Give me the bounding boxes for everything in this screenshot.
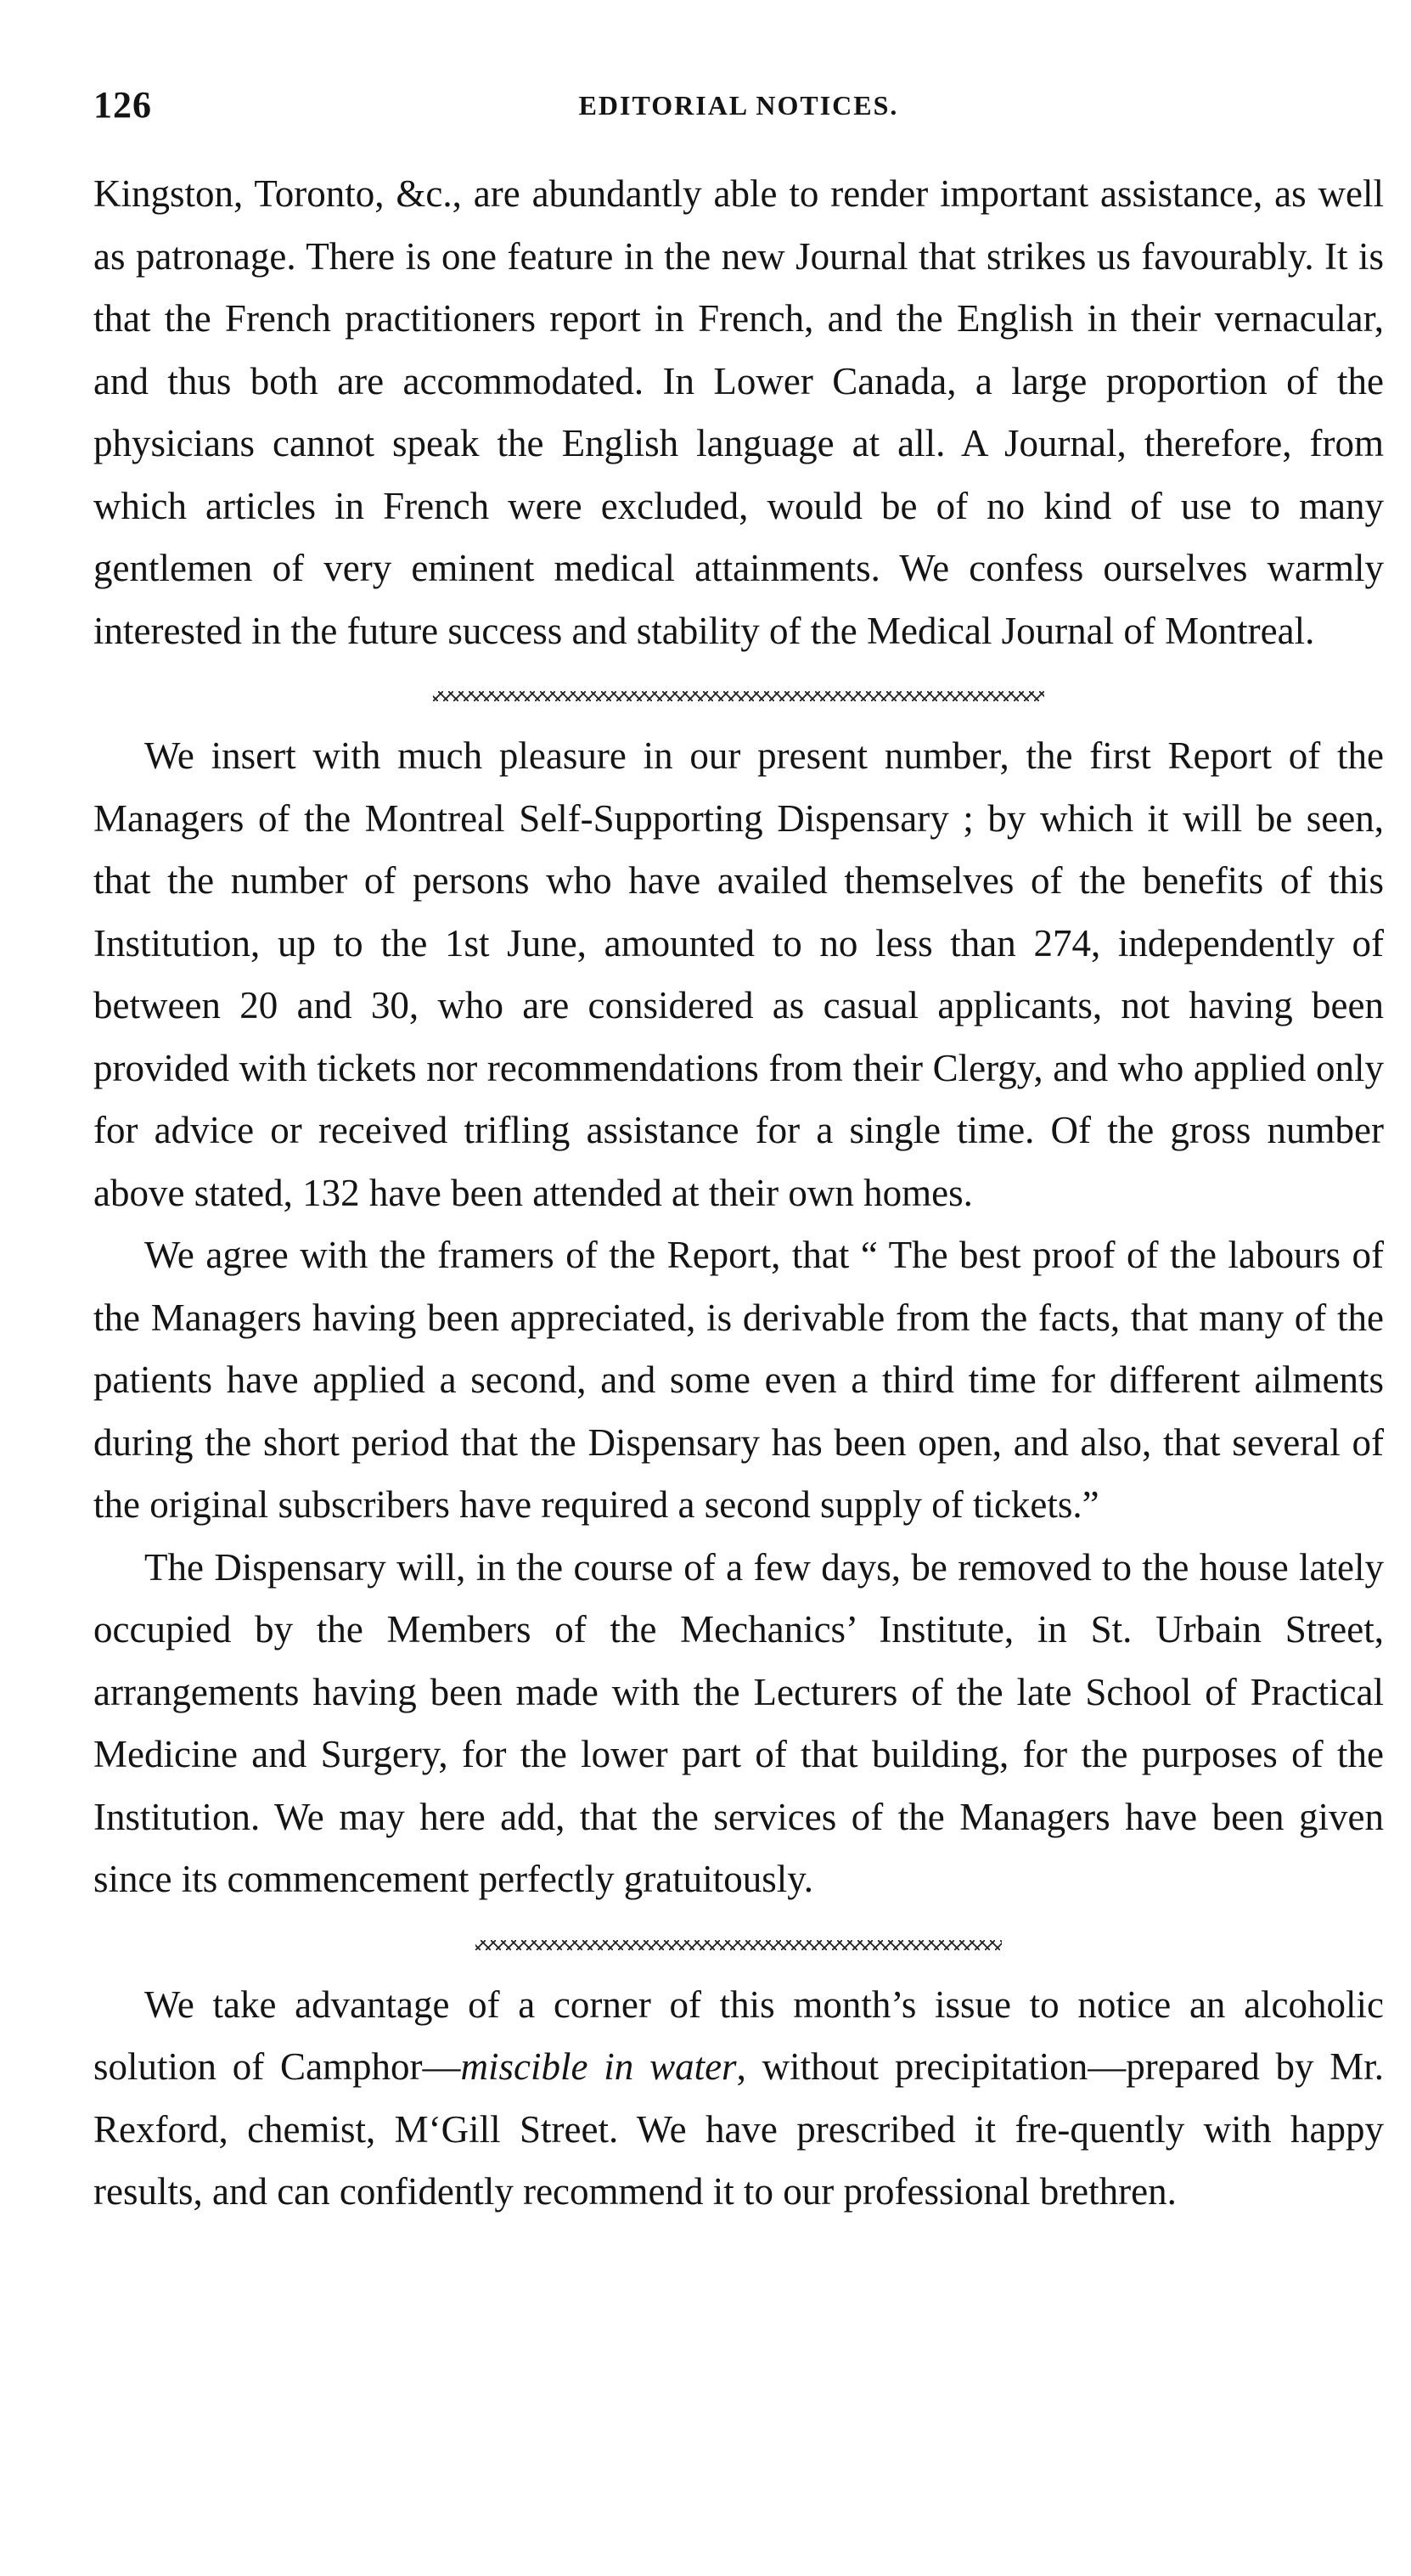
document-page: [93, 0, 1384, 2576]
running-title: EDITORIAL NOTICES.: [578, 90, 899, 121]
paragraph-journal-continuation: Kingston, Toronto, &c., are abundantly able to render important assistance, as well as patronage. There is one feature in the new Journal that strikes us favourably. It is that the French practitioners report in French, and the English in their vernacular, and thus both are accommodated. In Lower Canada, a large proportion of the physicians cannot speak the English language at all. A Journal, therefore, from which articles in French were excluded, would be of no kind of use to many gentlemen of very eminent medical attainments. We confess ourselves warmly interested in the future success and stability of the Medical Journal of Montreal.: [93, 172, 1384, 652]
section-divider: [475, 1937, 1002, 1950]
section-divider: [433, 688, 1044, 701]
camphor-text-start: We take advantage of a corner of this month’s issue to notice an alcoholic solution of Camphor—: [93, 1983, 1384, 2088]
paragraph-camphor-notice: [93, 1974, 1384, 2224]
running-head: [93, 83, 1384, 134]
body-text: [93, 163, 1384, 2224]
paragraph-dispensary-report: We insert with much pleasure in our present number, the first Report of the Managers of the Montreal Self-Supporting Dispensary ; by which it will be seen, that the number of persons who have availed themselves of the benefits of this Institution, up to the 1st June, amounted to no less than 274, independently of between 20 and 30, who are considered as casual applicants, not having been provided with tickets nor recommendations from their Clergy, and who applied only for advice or received trifling assistance for a single time. Of the gross number above stated, 132 have been attended at their own homes.: [93, 734, 1384, 1214]
paragraph-dispensary-move: The Dispensary will, in the course of a few days, be removed to the house lately occupied by the Members of the Mechanics’ Institute, in St. Urbain Street, arrangements having been made with the Lecturers of the late School of Practical Medicine and Surgery, for the lower part of that building, for the purposes of the Institution. We may here add, that the services of the Managers have been given since its commencement perfectly gratuitously.: [93, 1545, 1384, 1900]
camphor-text-end: , without precipitation—prepared by Mr. Rexford, chemist, M‘Gill Street. We have prescribed it fre-quently with happy results, and can confidently recommend it to our professional brethren.: [93, 2045, 1385, 2213]
page-number: 126: [93, 84, 152, 126]
paragraph-report-quote: We agree with the framers of the Report, that “ The best proof of the labours of the Managers having been appreciated, is derivable from the facts, that many of the patients have applied a second, and some even a third time for different ailments during the short period that the Dispensary has been open, and also, that several of the original subscribers have required a second supply of tickets.”: [93, 1234, 1384, 1526]
camphor-text-italic: miscible in water: [460, 2045, 737, 2088]
